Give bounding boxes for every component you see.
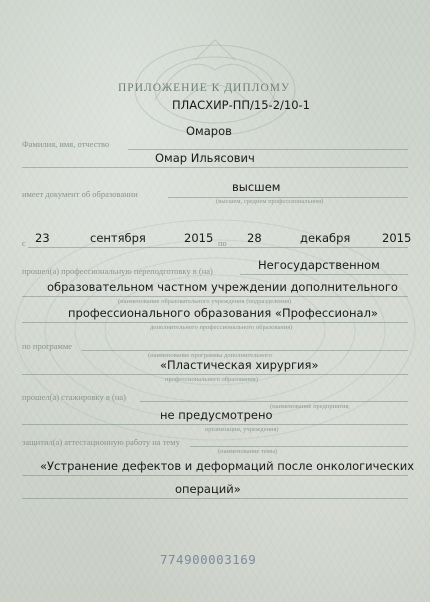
name-rule-2 [22, 167, 408, 168]
education-sub: (высшем, среднем профессиональном) [216, 198, 324, 205]
internship-sub-2: организации, учреждения) [205, 426, 279, 433]
thesis-rule-1 [190, 446, 408, 447]
document-title: ПРИЛОЖЕНИЕ К ДИПЛОМУ [118, 82, 291, 94]
thesis-rule-3 [22, 498, 408, 499]
document-number: ПЛАСХИР-ПП/15-2/10-1 [172, 98, 310, 112]
org-sub-1: (наименование образовательного учреждения (подразделения) [118, 298, 292, 305]
first-patronymic-value: Омар Ильясович [155, 151, 255, 165]
org-line-1: Негосударственном [258, 258, 380, 272]
from-month: сентября [90, 231, 146, 245]
from-day: 23 [35, 231, 50, 245]
org-sub-2: дополнительного профессионального образования) [150, 324, 293, 331]
internship-value: не предусмотрено [160, 408, 273, 422]
to-prefix: по [218, 238, 227, 248]
from-prefix: с [22, 238, 26, 248]
name-label: Фамилия, имя, отчество [22, 139, 110, 149]
education-value: высшем [232, 180, 281, 194]
serial-number: 774900003169 [160, 552, 257, 567]
thesis-line-2: операций» [175, 482, 241, 496]
internship-rule-2 [22, 424, 408, 425]
program-sub-2: профессионального образования) [165, 376, 258, 383]
internship-label: прошел(а) стажировку в (на) [22, 392, 126, 402]
to-month: декабря [300, 231, 351, 245]
dates-rule [28, 247, 408, 248]
education-label: имеет документ об образовании [22, 189, 138, 199]
org-line-3: профессионального образования «Профессионал» [68, 306, 378, 320]
to-day: 28 [247, 231, 262, 245]
thesis-line-1: «Устранение дефектов и деформаций после онкологических [40, 459, 415, 473]
internship-sub-1: (наименование предприятия, [270, 403, 351, 410]
org-rule-3 [22, 322, 408, 323]
org-line-2: образовательном частном учреждении дополнительного [47, 280, 398, 294]
program-rule-1 [82, 350, 408, 351]
to-year: 2015 [382, 231, 412, 245]
thesis-sub: (наименование темы) [218, 448, 278, 455]
program-sub-1: (наименование программы дополнительного [148, 352, 272, 359]
program-value: «Пластическая хирургия» [160, 358, 319, 372]
from-year: 2015 [184, 231, 214, 245]
org-rule-2 [22, 296, 408, 297]
surname-value: Омаров [186, 124, 232, 138]
retraining-label: прошел(а) профессиональную переподготовку в (на) [22, 266, 213, 276]
thesis-label: защитил(а) аттестационную работу на тему [22, 437, 180, 447]
internship-rule-1 [140, 401, 408, 402]
org-rule-1 [240, 274, 408, 275]
thesis-rule-2 [22, 475, 408, 476]
program-rule-2 [22, 374, 408, 375]
name-rule [128, 149, 408, 150]
program-label: по программе [22, 341, 73, 351]
